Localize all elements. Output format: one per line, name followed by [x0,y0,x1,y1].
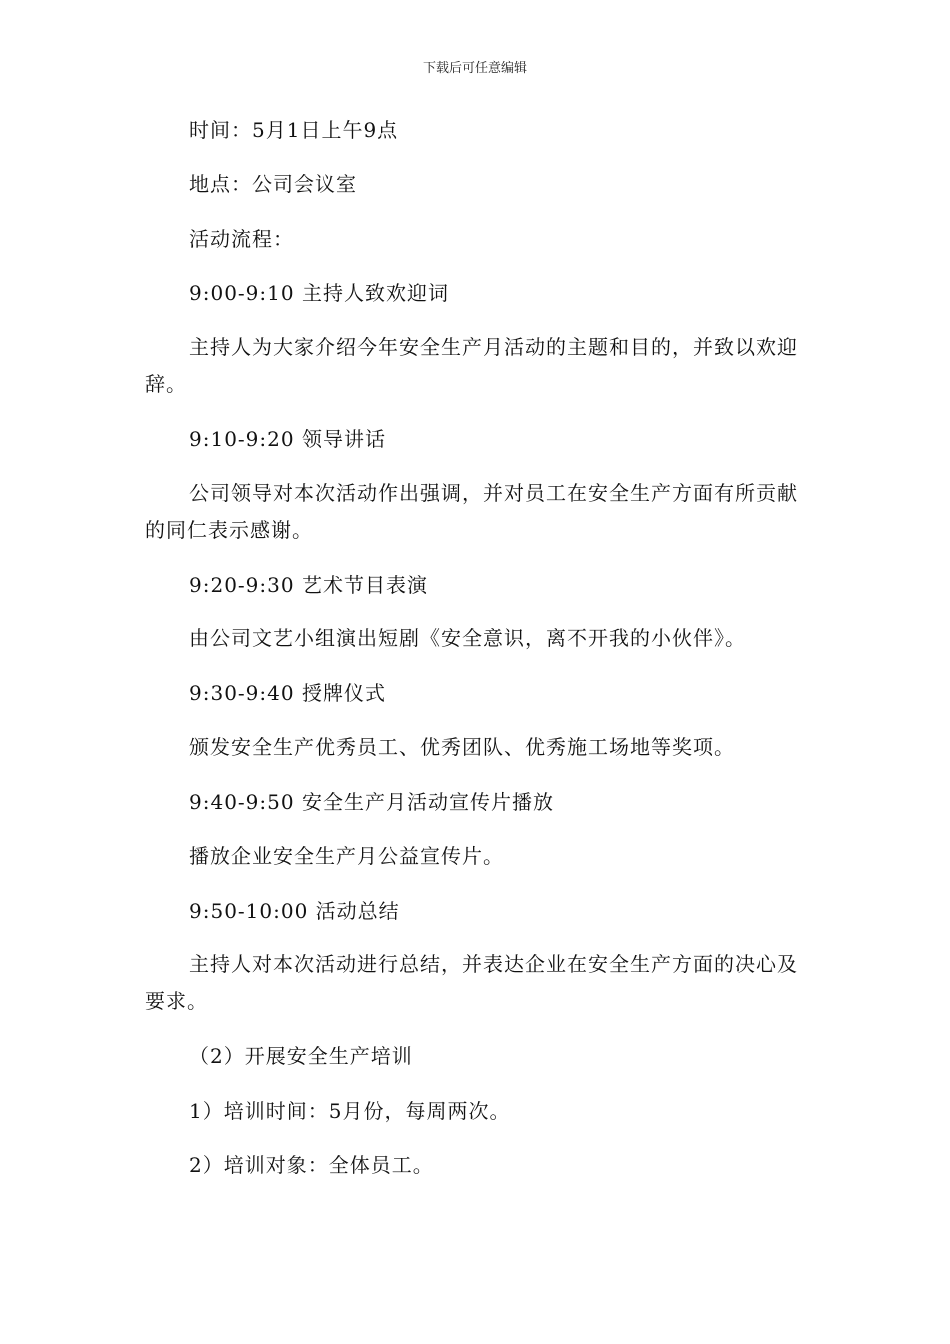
schedule-description: 公司领导对本次活动作出强调，并对员工在安全生产方面有所贡献的同仁表示感谢。 [145,481,798,542]
flow-heading: 活动流程： [189,227,294,251]
schedule-slot: 9:20-9:30 艺术节目表演 [189,573,428,597]
schedule-slot: 9:50-10:00 活动总结 [189,899,400,923]
training-target: 2）培训对象：全体员工。 [189,1153,434,1177]
schedule-description: 主持人对本次活动进行总结，并表达企业在安全生产方面的决心及要求。 [145,952,798,1013]
training-heading: （2）开展安全生产培训 [189,1044,413,1068]
schedule-slot: 9:10-9:20 领导讲话 [189,427,386,451]
event-time: 时间：5月1日上午9点 [189,118,399,142]
header-note: 下载后可任意编辑 [422,61,527,76]
schedule-description: 播放企业安全生产月公益宣传片。 [189,844,504,868]
training-time: 1）培训时间：5月份，每周两次。 [189,1099,511,1123]
event-place: 地点：公司会议室 [189,172,357,196]
schedule-description: 颁发安全生产优秀员工、优秀团队、优秀施工场地等奖项。 [189,735,735,759]
schedule-slot: 9:40-9:50 安全生产月活动宣传片播放 [189,790,554,814]
schedule-slot: 9:30-9:40 授牌仪式 [189,681,386,705]
schedule-slot: 9:00-9:10 主持人致欢迎词 [189,281,449,305]
schedule-description: 由公司文艺小组演出短剧《安全意识，离不开我的小伙伴》。 [189,626,746,650]
schedule-description: 主持人为大家介绍今年安全生产月活动的主题和目的，并致以欢迎辞。 [145,335,798,396]
